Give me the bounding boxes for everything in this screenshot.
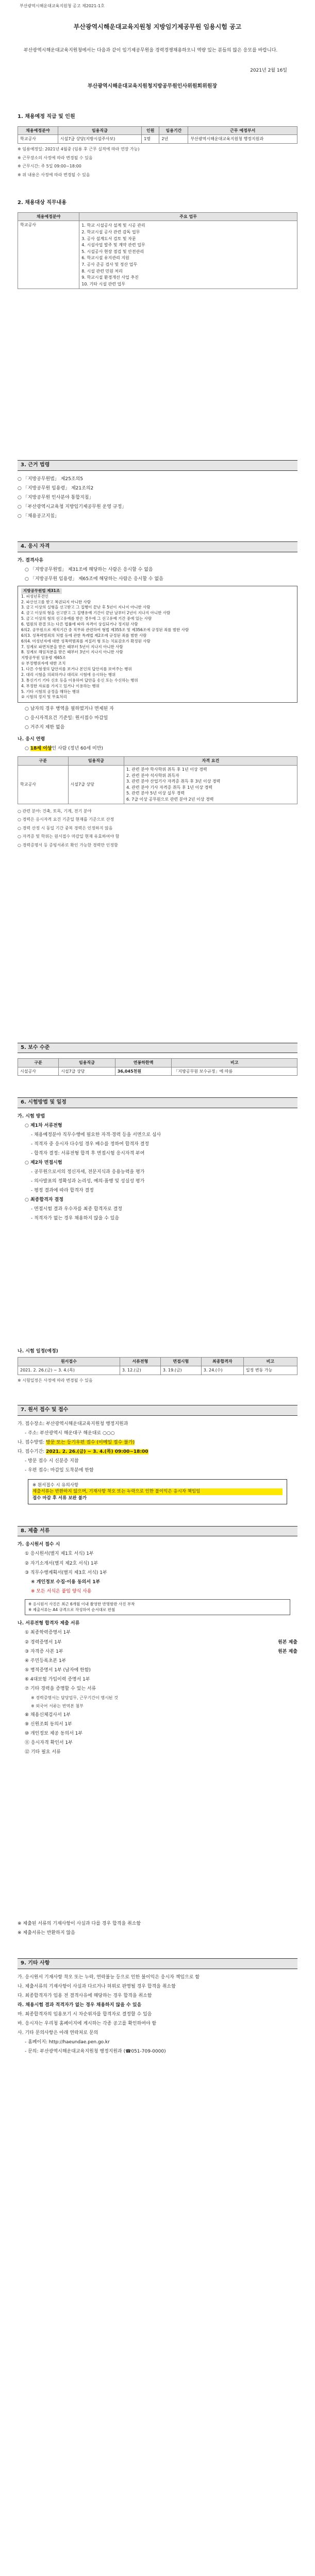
table-cell: 일정 변동 가능: [243, 1366, 297, 1375]
table-cell: 2021. 2. 26.(금) ~ 3. 4.(목): [18, 1366, 120, 1375]
disqualification-box: [18, 586, 297, 703]
list-item: ○ 「지방공무원 임용령」 제21조의2: [18, 485, 94, 491]
section-6-title: 6. 시험방법 및 일정: [18, 1097, 297, 1108]
list-item: ⑨ 신원조회 동의서 1부: [25, 1722, 72, 1727]
subsection-title: 나. 시험 일정(예정): [18, 1349, 58, 1354]
section-9-title: 9. 기타 사항: [18, 1958, 297, 1969]
intro-text: 부산광역시해운대교육지원청에서는 다음과 같이 임기제공무원을 경력경쟁채용하오니 역량 있는 분들의 많은 응모를 바랍니다.: [24, 47, 278, 53]
section-5-title: 5. 보수 수준: [18, 1043, 297, 1054]
list-item: ④ 개인정보 수집·이용 동의서 1부: [31, 1579, 101, 1585]
list-item: ※ 제출된 서류의 기재사항이 사실과 다를 경우 합격을 취소함: [18, 1921, 141, 1927]
note-line: ○ 자격증 및 학위는 원서접수 마감일 현재 유효하여야 함: [18, 834, 120, 839]
position-table: [18, 126, 297, 144]
requirement-table: [18, 756, 297, 804]
list-item: 마. 최종합격자의 임용포기 시 차순위자를 합격자로 결정할 수 있음: [18, 2012, 152, 2018]
box-line: 1. 다른 수험생의 답안지를 보거나 본인의 답안지를 보여주는 행위: [21, 667, 132, 671]
table-header: 구분: [18, 757, 69, 766]
list-item: ④ 주민등록초본 1부: [25, 1658, 67, 1664]
list-item: 4. 시설사업 발주 및 계약 관련 업무: [81, 243, 145, 248]
note-line: ※ 시험일정은 사정에 따라 변경될 수 있음: [18, 1378, 93, 1383]
box-line: 접수 마감 후 서류 보완 불가: [32, 1495, 87, 1501]
table-header: 근무 예정부서: [188, 126, 297, 135]
list-item: 바. 응시자는 우리청 홈페이지에 게시하는 각종 공고를 확인하여야 함: [18, 2021, 157, 2027]
list-item: ○ 거주지 제한 없음: [25, 725, 65, 731]
list-item: - 공무원으로서의 정신자세, 전문지식과 응용능력을 평가: [31, 1170, 145, 1175]
list-item: ○ 「지방공무원법」 제25조의5: [18, 476, 83, 482]
box-line: 4. 금고 이상의 형을 선고받고 그 집행유예 기간이 끝난 날부터 2년이 지나지 아니한 사람: [21, 611, 171, 616]
list-item: - 적격자 중 응시자 다수일 경우 배수를 정하여 합격자 결정: [31, 1141, 149, 1147]
list-item: ① 응시원서(별지 제1호 서식) 1부: [25, 1551, 94, 1557]
section-3-title: 3. 근거 법령: [18, 460, 297, 471]
note-line: ○ 경력증명서 등 증빙서류로 확인 가능한 경력만 인정함: [18, 843, 118, 848]
section-2-title: 2. 채용대상 직무내용: [18, 200, 67, 206]
table-cell: 학교공사: [18, 221, 79, 289]
list-item: [18, 745, 297, 752]
section-8-title: 8. 제출 서류: [18, 1526, 297, 1537]
table-cell: [124, 766, 297, 804]
list-item: [18, 1449, 297, 1455]
table-header: 자격 요건: [124, 757, 297, 766]
note-line: ○ 경력 산정 시 동일 기간 중복 경력은 인정하지 않음: [18, 825, 113, 831]
list-item: ※ 경력증명서는 담당업무, 근무기간이 명시된 것: [31, 1695, 118, 1700]
box-line: ※ 응시원서 사진은 최근 6개월 이내 촬영한 반명함판 사진 부착: [28, 1601, 135, 1606]
note-line: ○ 경력은 응시자격 요건 기준일 현재를 기준으로 산정: [18, 817, 114, 822]
table-header: 임용기간: [159, 126, 188, 135]
table-cell: 1명: [142, 135, 159, 144]
highlight-text: 18세 이상: [30, 746, 52, 752]
cell-line: 3. 관련 분야 산업기사 자격증 취득 후 3년 이상 경력: [126, 779, 221, 784]
list-item: 다. 최종합격자가 임용 전 결격사유에 해당하는 경우 합격을 취소함: [18, 1993, 152, 1998]
table-header: 원서접수: [18, 1358, 120, 1366]
list-item: ※ 제출서류는 반환하지 않음: [18, 1930, 75, 1936]
table-cell: 36,045천원: [115, 1067, 172, 1076]
issuing-organization: 부산광역시해운대교육지원청지방공무원인사위원회위원장: [87, 83, 218, 90]
subsection-title: 가. 시험 방법: [18, 1113, 45, 1119]
list-item: - 문의: 부산광역시해운대교육지원청 행정지원과 (☎051-709-0000): [25, 2049, 166, 2055]
list-item: ○ 응시자격요건 기준일: 원서접수 마감일: [25, 716, 108, 721]
cell-line: 5. 관련 분야 5년 이상 실무 경력: [126, 791, 185, 796]
list-item: ○ 「지방공무원법」 제31조에 해당하는 사람은 응시할 수 없음: [25, 567, 153, 572]
list-item: 사. 기타 문의사항은 아래 연락처로 문의: [18, 2030, 98, 2036]
table-header: 연봉하한액: [115, 1059, 172, 1067]
list-item: ⑩ 개인정보 제공 동의서 1부: [25, 1731, 83, 1737]
attention-box: [28, 1479, 287, 1504]
list-item: ○ 「채용공고지침」: [18, 514, 59, 519]
text: 원본 제출: [278, 1639, 297, 1645]
box-line: 2. 파산선고를 받고 복권되지 아니한 사람: [21, 599, 91, 604]
list-item: ⑧ 채용신체검사서 1부: [25, 1713, 71, 1718]
table-cell: 2년: [159, 135, 188, 144]
list-item: - 평정 결과에 따라 합격자 결정: [31, 1188, 94, 1194]
text: 다. 접수기간:: [18, 1449, 46, 1454]
box-line: 6의3. 성폭력범죄의 처벌 등에 관한 특례법 제2조에 규정된 죄를 범한 사람: [21, 633, 147, 638]
page-title: 부산광역시해운대교육지원청 지방임기제공무원 임용시험 공고: [73, 23, 242, 30]
salary-table: [18, 1058, 297, 1076]
text: ② 경력증명서 1부: [25, 1639, 62, 1645]
cell-line: 1. 관련 분야 학사학위 취득 후 1년 이상 경력: [126, 767, 207, 772]
table-cell: 시설7급 상당: [68, 766, 124, 804]
cell-line: 6. 7급 이상 공무원으로 관련 분야 2년 이상 경력: [126, 797, 214, 802]
notice-date: 2021년 2월 16일: [250, 68, 287, 74]
text: 인 사람 (정년 60세 미만): [52, 746, 103, 752]
list-item: ⑤ 병적증명서 1부 (남자에 한함): [25, 1667, 91, 1673]
list-item: ○ 「지방공무원 인사분야 통합지침」: [18, 495, 94, 500]
list-item: [18, 1649, 297, 1655]
table-header: 면접시험: [160, 1358, 201, 1366]
schedule-table: [18, 1357, 297, 1375]
subsection-title: 나. 응시 연령: [18, 737, 45, 742]
list-item: ○ 제2차 면접시험: [25, 1160, 62, 1166]
table-header: 임용직급: [59, 1059, 115, 1067]
list-item: 1. 학교 시설공사 설계 및 시공 관리: [81, 223, 145, 228]
note-line: ※ 위 내용은 사정에 따라 변경될 수 있음: [18, 172, 90, 177]
table-header: 채용예정분야: [18, 126, 58, 135]
text: ③ 자격증 사본 1부: [25, 1649, 63, 1654]
table-cell: 부산광역시해운대교육지원청 행정지원과: [188, 135, 297, 144]
table-header: 임용직급: [58, 126, 141, 135]
text: 원본 제출: [278, 1649, 297, 1654]
list-item: 가. 접수장소: 부산광역시해운대교육지원청 행정지원과: [18, 1421, 128, 1427]
document-reference: 부산광역시해운대교육지원청 공고 제2021-1호: [20, 4, 105, 8]
box-line: 5. 기타 시험의 공정을 해하는 행위: [21, 689, 80, 694]
box-line: 6. 법원의 판결 또는 다른 법률에 따라 자격이 상실되거나 정지된 사람: [21, 622, 138, 626]
list-item: - 방문 접수 시 신분증 지참: [25, 1458, 79, 1464]
table-cell: 3. 24.(수): [201, 1366, 243, 1375]
cell-line: 2. 관련 분야 석사학위 취득자: [126, 773, 179, 778]
table-header: 구분: [18, 1059, 59, 1067]
subsection-title: 가. 결격사유: [18, 557, 44, 563]
highlight-text: 2021. 2. 26.(금) ~ 3. 4.(목) 09:00~18:00: [46, 1449, 148, 1454]
list-item: ⑪ 응시자격 확인서 1부: [25, 1740, 73, 1746]
note-line: ※ 근무시간: 주 5일 09:00~18:00: [18, 164, 81, 169]
list-item: ⑥ 4대보험 가입이력 증명서 1부: [25, 1676, 90, 1682]
highlight-text: 방문 또는 등기우편 접수 (이메일 접수 불가): [46, 1439, 135, 1445]
box-line: 7. 징계로 파면처분을 받은 때부터 5년이 지나지 아니한 사람: [21, 644, 123, 649]
list-item: 6. 학교시설 유지관리 지원: [81, 256, 129, 261]
table-cell: 시설7급 상당(지방시설주사보): [58, 135, 141, 144]
box-line: ※ 원서접수 시 유의사항: [32, 1482, 79, 1488]
list-item: 2. 학교시설 공사 관련 감독 업무: [81, 230, 140, 235]
table-header: 비고: [172, 1059, 297, 1067]
list-item: - 홈페이지: http://haeundae.pen.go.kr: [25, 2040, 110, 2045]
box-line: ② 시험의 정지 및 무효처리: [21, 694, 67, 700]
list-item: ③ 직무수행계획서(별지 제3호 서식) 1부: [25, 1570, 107, 1575]
list-item: 10. 기타 시설 관련 업무: [81, 281, 125, 286]
list-item: ○ 「지방공무원 임용령」 제65조에 해당하는 사람은 응시할 수 없음: [25, 576, 163, 582]
list-item: [18, 1439, 297, 1446]
box-line: 6의4. 미성년자에 대한 성폭력범죄를 저질러 형 또는 치료감호가 확정된 사람: [21, 638, 151, 643]
list-item: - 의사발표의 정확성과 논리성, 예의·품행 및 성실성 평가: [31, 1179, 145, 1184]
list-item: ※ 외국어 서류는 번역본 첨부: [31, 1704, 84, 1709]
box-line: 8. 징계로 해임처분을 받은 때부터 3년이 지나지 아니한 사람: [21, 650, 123, 655]
list-item: ※ 모든 서식은 붙임 양식 사용: [31, 1588, 92, 1594]
list-item: ⑫ 기타 필요 서류: [25, 1750, 61, 1755]
note-line: ※ 근무장소의 사정에 따라 변경될 수 있음: [18, 155, 93, 160]
list-item: ○ 제1차 서류전형: [25, 1123, 62, 1128]
note-box: [25, 1599, 290, 1616]
table-header: 서류전형: [120, 1358, 160, 1366]
box-line: 4. 부정한 자료를 가지고 있거나 이용하는 행위: [21, 683, 100, 688]
table-cell: 시설공사: [18, 1067, 59, 1076]
signature-block: [18, 66, 297, 92]
list-item: 3. 공사 설계도서 검토 및 자문: [81, 236, 136, 241]
list-item: - 채용예정분야 직무수행에 필요한 자격·경력 등을 서면으로 심사: [31, 1132, 161, 1138]
box-line: 제출서류는 반환하지 않으며, 기재사항 착오 또는 누락으로 인한 불이익은 응시자 책임임: [32, 1488, 283, 1495]
table-header: 최종합격자: [201, 1358, 243, 1366]
table-header: 임용직급: [68, 757, 124, 766]
section-7-title: 7. 원서 접수 및 접수: [18, 1405, 297, 1416]
table-cell: 「지방공무원 보수규정」에 따름: [172, 1067, 297, 1076]
list-item: 가. 응시원서 기재사항 착오 또는 누락, 연락불능 등으로 인한 불이익은 응시자 책임으로 함: [18, 1974, 200, 1980]
list-item: 7. 공사 준공 검사 및 정산 업무: [81, 262, 138, 267]
list-item: [18, 1639, 297, 1646]
box-line: 1. 피성년후견인: [21, 594, 49, 599]
list-item: 9. 학교시설 환경개선 사업 추진: [81, 275, 139, 280]
table-cell: 3. 12.(금): [120, 1366, 160, 1375]
duty-list: [79, 221, 297, 289]
section-1-title: 1. 채용예정 직급 및 인원: [18, 114, 75, 120]
list-item: 8. 시설 관련 민원 처리: [81, 268, 123, 274]
text: 나. 접수방법:: [18, 1439, 46, 1445]
table-header: 비고: [243, 1358, 297, 1366]
list-item: - 적격자가 없는 경우 채용하지 않을 수 있음: [31, 1216, 120, 1222]
cell-line: 4. 관련 분야 기사 자격증 취득 후 1년 이상 경력: [126, 785, 212, 790]
box-header: 지방공무원법 제31조: [21, 588, 62, 594]
list-item: - 우편 접수: 마감일 도착분에 한함: [25, 1467, 94, 1473]
table-header: 주요 업무: [79, 212, 297, 221]
list-item: ② 자기소개서(별지 제2호 서식) 1부: [25, 1561, 98, 1566]
table-cell: 학교공사: [18, 766, 69, 804]
list-item: ○ 남자의 경우 병역을 필하였거나 면제된 자: [25, 706, 114, 712]
table-header: 채용예정분야: [18, 212, 79, 221]
box-line: ① 부정행위자에 대한 조치: [21, 661, 66, 666]
list-item: 라. 채용시험 결과 적격자가 없는 경우 채용하지 않을 수 있음: [18, 2002, 142, 2008]
list-item: ⑦ 기타 경력을 증명할 수 있는 서류: [25, 1686, 96, 1691]
box-line: 3. 금고 이상의 실형을 선고받고 그 집행이 끝난 후 5년이 지나지 아니한 사람: [21, 605, 151, 610]
list-item: 나. 제출서류의 기재사항이 사실과 다르거나 허위로 판명될 경우 합격을 취소함: [18, 1984, 176, 1989]
box-line: 2. 대리 시험을 의뢰하거나 대리로 시험에 응시하는 행위: [21, 672, 116, 677]
table-header: 인원: [142, 126, 159, 135]
list-item: 5. 시설공사 현장 점검 및 안전관리: [81, 249, 144, 254]
box-line: 5. 금고 이상의 형의 선고유예를 받은 경우에 그 선고유예 기간 중에 있는 사람: [21, 616, 152, 621]
section-4-title: 4. 응시 자격: [18, 541, 297, 552]
duty-table: [18, 212, 297, 290]
table-cell: 3. 19.(금): [160, 1366, 201, 1375]
note-line: ○ 관련 분야: 건축, 토목, 기계, 전기 분야: [18, 808, 92, 814]
table-cell: 시설7급 상당: [59, 1067, 115, 1076]
list-item: ① 최종학력증명서 1부: [25, 1630, 71, 1636]
text: ○: [25, 746, 30, 752]
box-line: 지방공무원 임용령 제65조: [21, 655, 66, 660]
box-line: 6의2. 공무원으로 재직기간 중 직무와 관련하여 형법 제355조 및 제356조에 규정된 죄를 범한 사람: [21, 627, 189, 632]
list-item: ○ 「부산광역시교육청 지방임기제공무원 운영 규정」: [18, 504, 127, 510]
table-cell: 학교공사: [18, 135, 58, 144]
note-line: ※ 임용예정일: 2021년 4월중 (임용 후 근무 실적에 따라 연장 가능): [18, 146, 140, 151]
box-line: 3. 통신기기 기타 신호 등을 이용하여 답안을 송신 또는 수신하는 행위: [21, 677, 138, 683]
subsection-title: 나. 서류전형 합격자 제출 서류: [18, 1621, 80, 1626]
list-item: - 합격자 결정: 서류전형 합격 후 면접시험 응시자격 부여: [31, 1150, 145, 1156]
subsection-title: 가. 응시원서 접수 시: [18, 1542, 60, 1548]
box-line: ※ 제출서류는 A4 규격으로 작성하여 순서대로 편철: [28, 1607, 115, 1612]
list-item: - 면접시험 결과 우수자를 최종 합격자로 결정: [31, 1207, 122, 1212]
list-item: ○ 최종합격자 결정: [25, 1197, 63, 1203]
list-item: - 주소: 부산광역시 해운대구 해운대로 ○○○: [25, 1430, 115, 1436]
